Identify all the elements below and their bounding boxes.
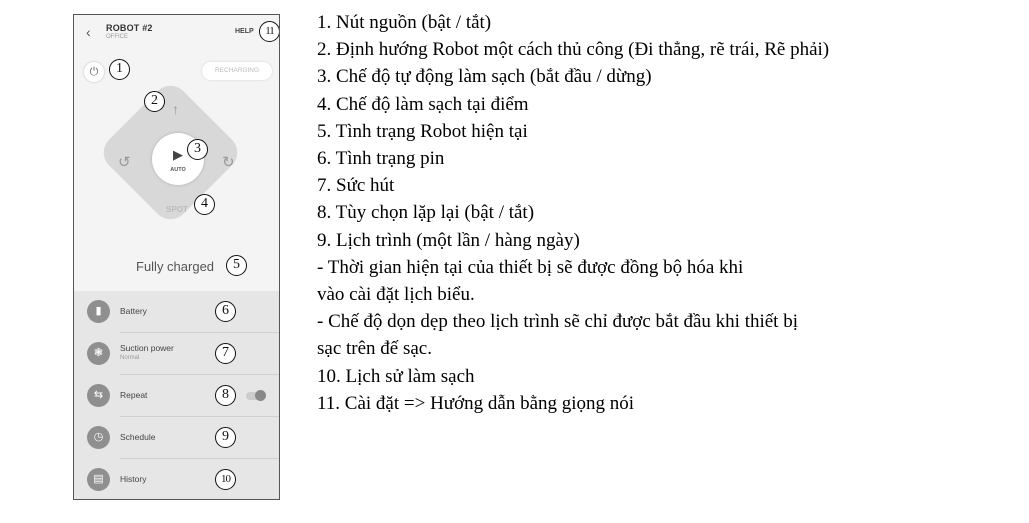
clock-icon: ◷	[87, 426, 110, 449]
legend-line: 5. Tình trạng Robot hiện tại	[317, 120, 528, 142]
row-label: History	[120, 474, 147, 484]
fan-icon: ❃	[87, 342, 110, 365]
recharging-button[interactable]: RECHARGING	[202, 62, 272, 80]
marker-5: 5	[226, 255, 247, 276]
row-label: Suction power	[120, 343, 174, 353]
legend-line: 9. Lịch trình (một lần / hàng ngày)	[317, 229, 580, 251]
marker-7: 7	[215, 343, 236, 364]
legend-line: 10. Lịch sử làm sạch	[317, 365, 475, 387]
robot-status-text: Fully charged	[136, 259, 215, 274]
marker-4: 4	[194, 194, 215, 215]
legend-line: - Thời gian hiện tại của thiết bị sẽ được đồng bộ hóa khi	[317, 256, 744, 278]
row-label: Schedule	[120, 432, 156, 442]
list-item-history[interactable]	[74, 459, 279, 500]
marker-6: 6	[215, 301, 236, 322]
repeat-toggle[interactable]	[246, 392, 264, 400]
legend-line: vào cài đặt lịch biểu.	[317, 284, 475, 306]
row-label: Battery	[120, 306, 147, 316]
list-item-repeat[interactable]	[74, 375, 279, 417]
marker-2: 2	[144, 91, 165, 112]
play-icon: ▶	[173, 147, 183, 162]
forward-arrow-icon[interactable]: ↑	[172, 101, 179, 117]
legend-line: 2. Định hướng Robot một cách thủ công (Đi thẳng, rẽ trái, Rẽ phải)	[317, 39, 830, 61]
legend-line: sạc trên đế sạc.	[317, 338, 432, 360]
robot-app-screenshot	[73, 14, 280, 500]
power-icon: ⏻	[89, 66, 99, 78]
robot-location: OFFICE	[106, 34, 128, 40]
power-button[interactable]	[84, 62, 104, 82]
top-bar	[74, 15, 279, 55]
legend-line: 11. Cài đặt => Hướng dẫn bằng giọng nói	[317, 392, 635, 414]
legend-line: 6. Tình trạng pin	[317, 148, 445, 170]
settings-list	[74, 291, 279, 500]
legend-line: - Chế độ dọn dẹp theo lịch trình sẽ chỉ được bắt đầu khi thiết bị	[317, 311, 798, 333]
toggle-knob	[255, 390, 266, 401]
list-item-schedule[interactable]	[74, 417, 279, 459]
repeat-icon: ⇆	[87, 384, 110, 407]
rotate-left-icon[interactable]: ↺	[118, 154, 131, 171]
marker-8: 8	[215, 385, 236, 406]
list-item-battery[interactable]	[74, 291, 279, 333]
marker-10: 10	[215, 469, 236, 490]
legend-text	[317, 9, 1017, 417]
legend-line: 7. Sức hút	[317, 175, 395, 197]
help-button[interactable]: HELP	[235, 28, 254, 35]
legend-line: 8. Tùy chọn lặp lại (bật / tắt)	[317, 202, 535, 224]
list-item-suction-power[interactable]	[74, 333, 279, 375]
auto-label: AUTO	[170, 167, 186, 173]
legend-line: 4. Chế độ làm sạch tại điểm	[317, 93, 529, 115]
row-sublabel: Normal	[120, 355, 140, 361]
marker-1: 1	[109, 59, 130, 80]
legend-line: 3. Chế độ tự động làm sạch (bắt đầu / dừng)	[317, 66, 652, 88]
spot-clean-button[interactable]: SPOT	[166, 205, 188, 214]
marker-11: 11	[259, 21, 280, 42]
history-icon: ▤	[87, 468, 110, 491]
robot-name: ROBOT #2	[106, 23, 153, 33]
marker-9: 9	[215, 427, 236, 448]
marker-3: 3	[187, 139, 208, 160]
row-label: Repeat	[120, 390, 148, 400]
back-arrow-icon[interactable]: ‹	[86, 24, 91, 40]
legend-line: 1. Nút nguồn (bật / tắt)	[317, 12, 492, 33]
rotate-right-icon[interactable]: ↻	[222, 154, 235, 171]
battery-icon: ▮	[87, 300, 110, 323]
